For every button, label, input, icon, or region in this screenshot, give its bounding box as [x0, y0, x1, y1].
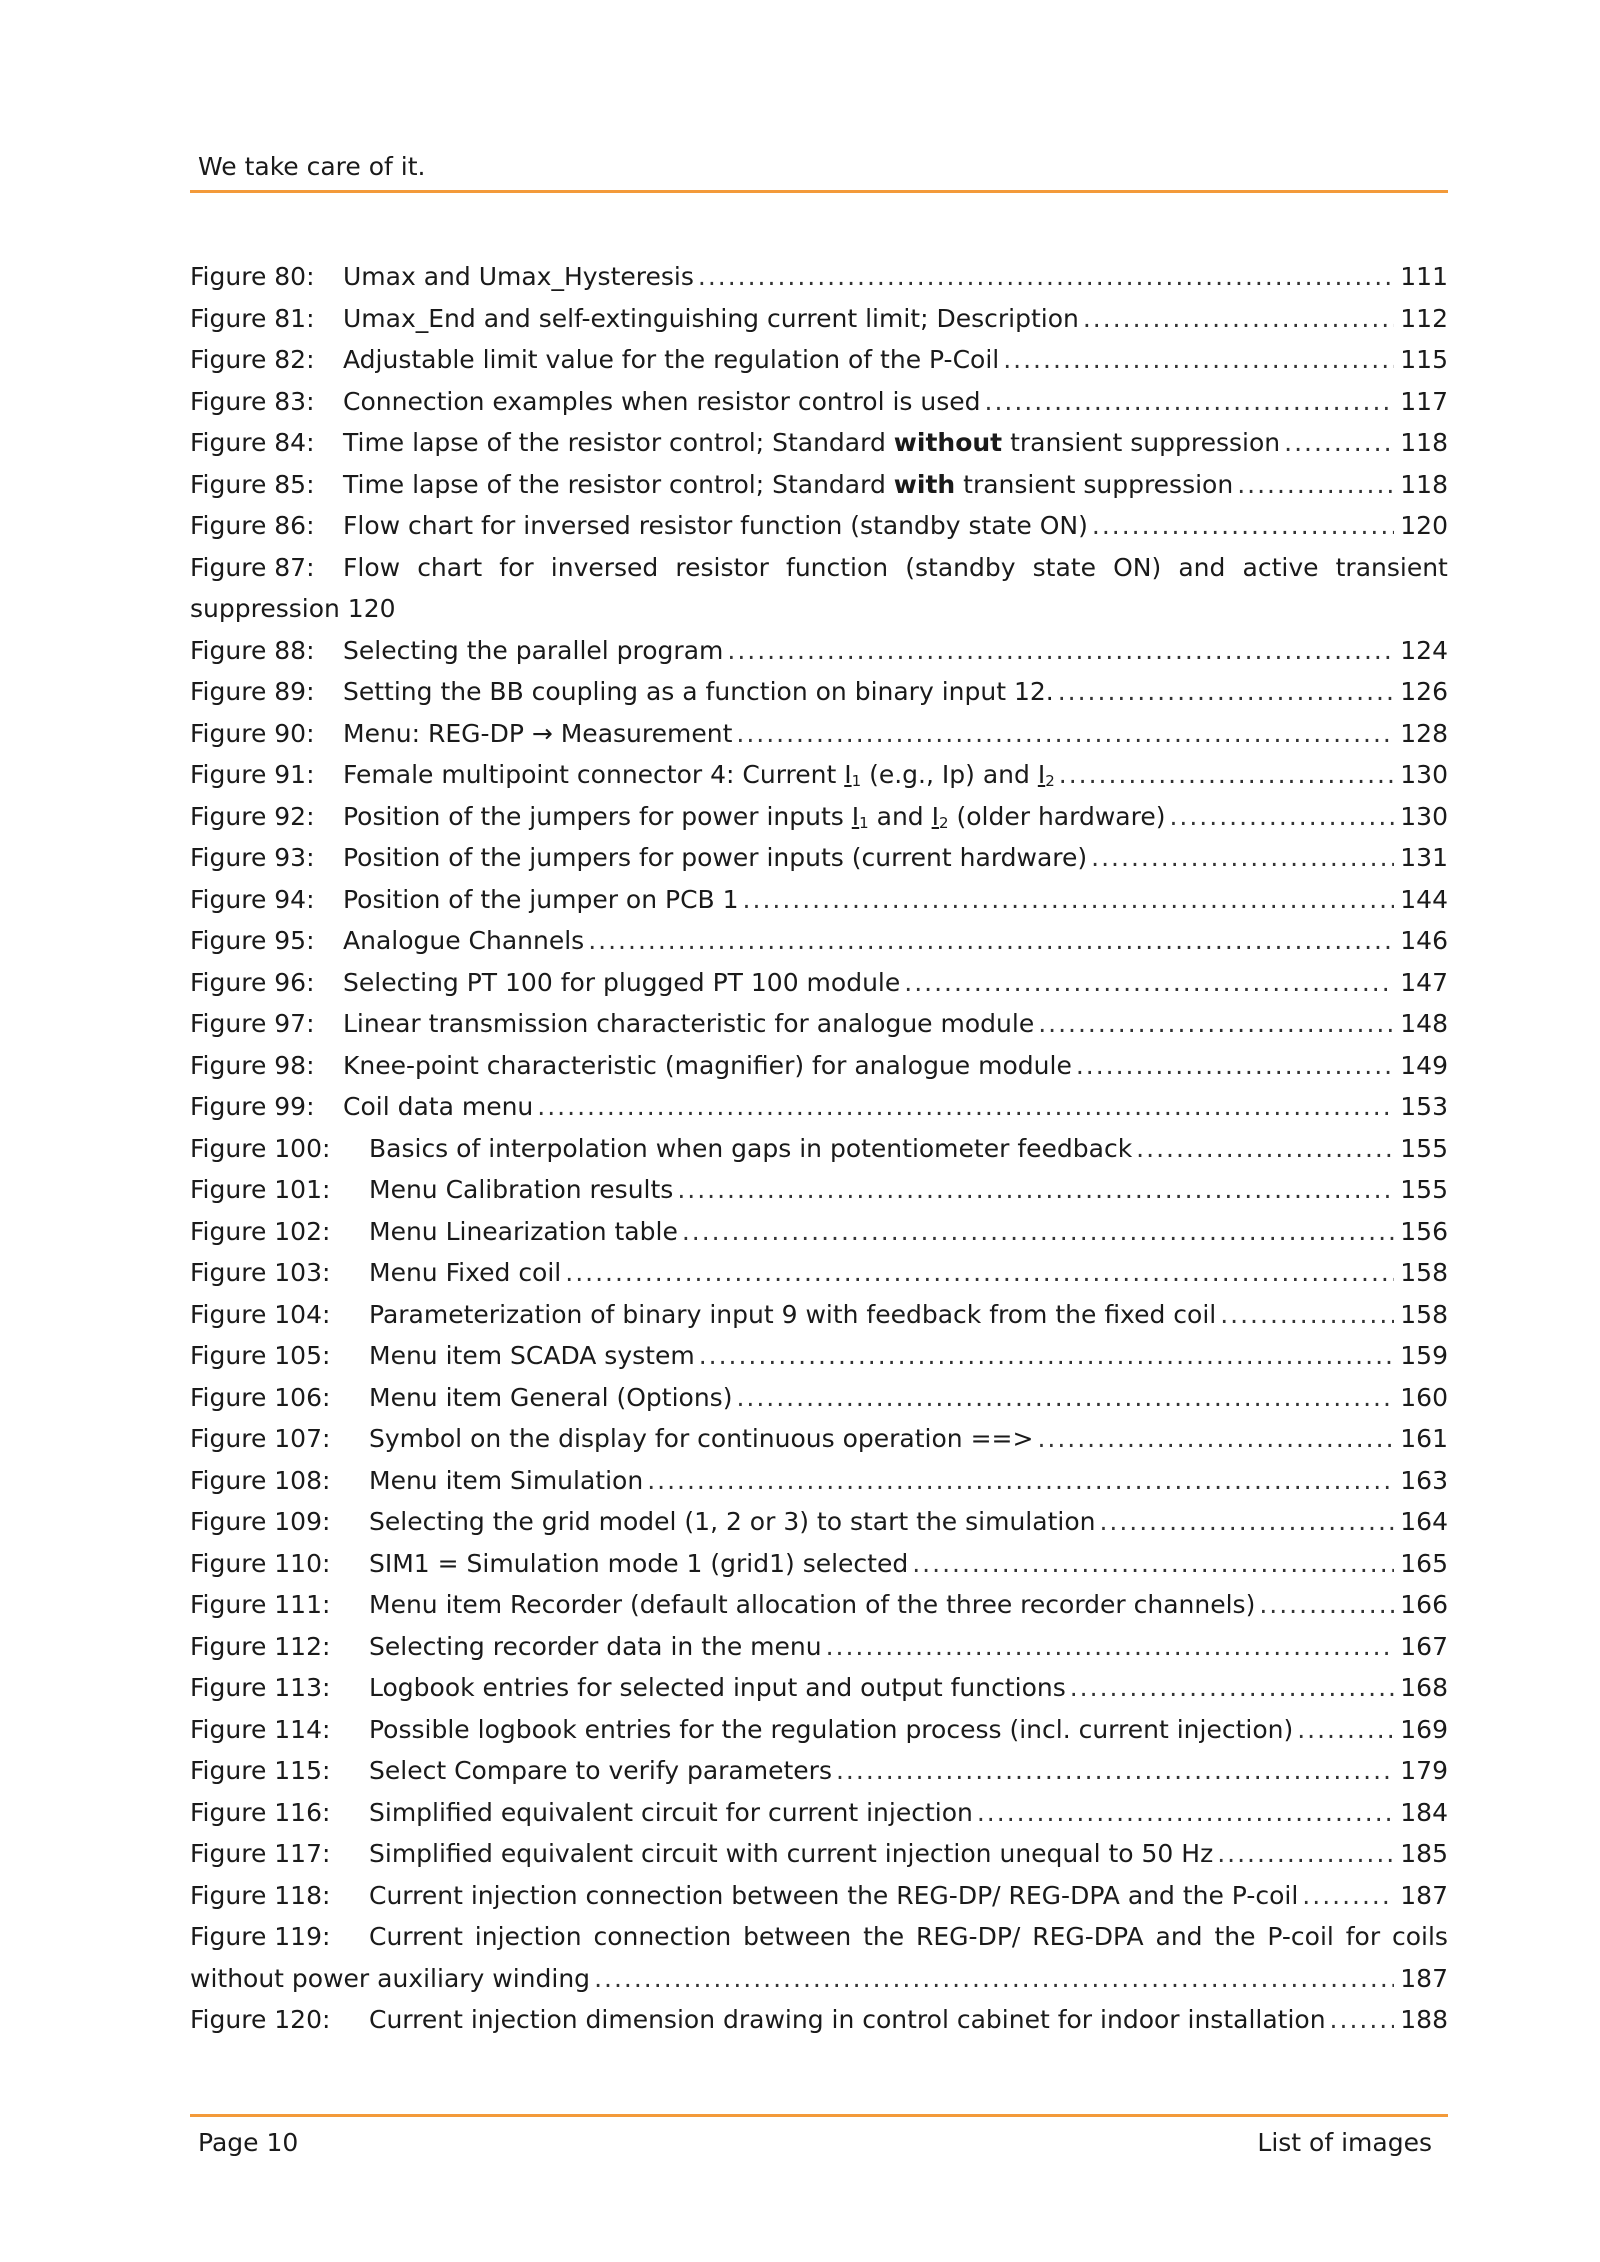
page-number-ref: 166 [1400, 1590, 1448, 1619]
figure-label: Figure 102: [190, 1216, 331, 1246]
subscript: 1 [859, 813, 869, 832]
toc-entry[interactable] [190, 387, 1448, 429]
dot-leader [1092, 511, 1394, 540]
toc-entry[interactable] [190, 1507, 1448, 1549]
figure-label: Figure 83: [190, 386, 315, 416]
dot-leader [588, 926, 1394, 955]
figure-title: Select Compare to verify parameters [369, 1756, 832, 1785]
dot-leader [1059, 760, 1395, 789]
page-number-ref: 112 [1400, 303, 1448, 333]
page-number-ref: 155 [1400, 1133, 1448, 1163]
figure-label: Figure 98: [190, 1050, 315, 1080]
dot-leader [1330, 2005, 1395, 2034]
page-number-ref: 168 [1400, 1673, 1448, 1702]
toc-entry[interactable] [190, 511, 1448, 553]
title-emphasis: with [893, 469, 956, 499]
toc-entry[interactable] [190, 1839, 1448, 1881]
figure-label: Figure 86: [190, 511, 315, 540]
dot-leader [977, 1798, 1394, 1827]
figure-title: Selecting PT 100 for plugged PT 100 module [343, 967, 901, 997]
figure-label: Figure 103: [190, 1258, 331, 1287]
figure-label: Figure 91: [190, 760, 315, 789]
dot-leader [1091, 843, 1394, 872]
figure-title [343, 470, 1233, 499]
figure-title-word: for [1345, 1922, 1381, 1951]
footer-divider [190, 2114, 1448, 2117]
dot-leader [1217, 1839, 1394, 1868]
toc-entry[interactable] [190, 1590, 1448, 1632]
toc-entry[interactable] [190, 760, 1448, 802]
toc-entry[interactable] [190, 1715, 1448, 1757]
figure-title-word: state [1032, 552, 1096, 582]
page-number-ref: 184 [1400, 1797, 1448, 1827]
figure-title: Selecting the grid model (1, 2 or 3) to start the simulation [369, 1507, 1096, 1536]
title-text: Time lapse of the resistor control; Standard [343, 428, 894, 457]
dot-leader [1070, 1673, 1395, 1702]
dot-leader [1220, 1300, 1394, 1329]
figure-title-word: the [863, 1922, 905, 1951]
figure-label: Figure 106: [190, 1382, 331, 1412]
page-number-ref: 169 [1400, 1714, 1448, 1744]
figure-title: Menu item SCADA system [369, 1341, 695, 1370]
page-number-ref: 115 [1400, 345, 1448, 374]
figure-title-word: REG-DP/ [916, 1922, 1021, 1951]
page-number-ref: 156 [1400, 1216, 1448, 1246]
page-number-ref: 148 [1400, 1009, 1448, 1038]
dot-leader [904, 968, 1394, 997]
figure-label: Figure 93: [190, 843, 315, 872]
figure-title-word: and [1178, 552, 1226, 582]
toc-entry[interactable] [190, 1383, 1448, 1425]
title-text: Time lapse of the resistor control; Standard [343, 469, 894, 499]
figure-title: Menu Fixed coil [369, 1258, 562, 1287]
figure-title: Umax_End and self-extinguishing current limit; Description [343, 303, 1079, 333]
figure-label: Figure 105: [190, 1341, 331, 1370]
dot-leader [1136, 1134, 1394, 1163]
list-of-figures [190, 262, 1448, 2047]
figure-title: Simplified equivalent circuit for current injection [369, 1797, 973, 1827]
page-number-ref: 158 [1400, 1258, 1448, 1287]
page-number-ref: 167 [1400, 1631, 1448, 1661]
page-number-ref: 126 [1400, 677, 1448, 706]
page-number: Page 10 [198, 2128, 299, 2157]
figure-title: Connection examples when resistor control is used [343, 386, 981, 416]
figure-title: Adjustable limit value for the regulation of the P-Coil [343, 345, 1000, 374]
figure-title: Selecting recorder data in the menu [369, 1631, 822, 1661]
dot-leader [1302, 1881, 1394, 1910]
subscript: 1 [851, 772, 862, 790]
subscript: 2 [939, 813, 949, 832]
page-number-ref: 187 [1400, 1963, 1448, 1993]
title-text: and [868, 801, 932, 831]
figure-title: Selecting the parallel program [343, 635, 724, 665]
toc-entry[interactable] [190, 304, 1448, 346]
figure-label: Figure 119: [190, 1922, 331, 1951]
figure-label: Figure 107: [190, 1424, 331, 1453]
title-emphasis: without [893, 428, 1003, 457]
dot-leader [565, 1258, 1394, 1287]
page-number-ref: 158 [1400, 1299, 1448, 1329]
toc-entry[interactable] [190, 553, 1448, 636]
figure-title: Possible logbook entries for the regulation process (incl. current injection) [369, 1714, 1294, 1744]
dot-leader [537, 1092, 1394, 1121]
figure-label: Figure 104: [190, 1299, 331, 1329]
figure-title: Current injection dimension drawing in control cabinet for indoor installation [369, 2005, 1326, 2034]
figure-label: Figure 85: [190, 469, 315, 499]
figure-label: Figure 120: [190, 2005, 331, 2034]
page-number-ref: 118 [1400, 469, 1448, 499]
figure-label: Figure 108: [190, 1465, 331, 1495]
toc-entry[interactable] [190, 1300, 1448, 1342]
figure-title: Knee-point characteristic (magnifier) for analogue module [343, 1050, 1072, 1080]
dot-leader [698, 262, 1394, 291]
figure-label: Figure 92: [190, 801, 315, 831]
page-number-ref: 179 [1400, 1756, 1448, 1785]
figure-title: Basics of interpolation when gaps in potentiometer feedback [369, 1133, 1133, 1163]
title-text: (older hardware) [948, 801, 1166, 831]
figure-title-word: Flow [343, 552, 401, 582]
figure-title: SIM1 = Simulation mode 1 (grid1) selected [369, 1548, 909, 1578]
figure-title-continuation: without power auxiliary winding [190, 1963, 591, 1993]
subscript: 2 [1045, 772, 1055, 790]
toc-entry[interactable] [190, 1092, 1448, 1134]
figure-title [343, 760, 1055, 790]
dot-leader [1076, 1051, 1394, 1080]
current-symbol: I [844, 760, 852, 789]
dot-leader [1284, 428, 1394, 457]
page-number-ref: 128 [1400, 718, 1448, 748]
figure-title-word: between [743, 1922, 852, 1951]
dot-leader [1083, 304, 1394, 333]
figure-title: Menu item Simulation [369, 1465, 644, 1495]
toc-entry[interactable] [190, 428, 1448, 470]
title-text: transient suppression [1002, 428, 1281, 457]
dot-leader [826, 1632, 1395, 1661]
figure-label: Figure 100: [190, 1133, 331, 1163]
page-number-ref: 165 [1400, 1548, 1448, 1578]
toc-entry[interactable] [190, 470, 1448, 512]
figure-title: Logbook entries for selected input and output functions [369, 1673, 1066, 1702]
figure-title: Menu Linearization table [369, 1216, 678, 1246]
figure-label: Figure 82: [190, 345, 315, 374]
figure-label: Figure 96: [190, 967, 315, 997]
toc-entry[interactable] [190, 345, 1448, 387]
dot-leader [736, 719, 1394, 748]
dot-leader [1037, 1424, 1394, 1453]
page-number-ref: 188 [1400, 2005, 1448, 2034]
figure-title: Umax and Umax_Hysteresis [343, 262, 694, 291]
header-tagline: We take care of it. [198, 152, 426, 181]
page-number-ref: 124 [1400, 635, 1448, 665]
figure-title-word: (standby [905, 552, 1016, 582]
figure-title: Parameterization of binary input 9 with feedback from the fixed coil [369, 1299, 1217, 1329]
title-text: Position of the jumpers for power inputs [343, 801, 852, 831]
toc-entry[interactable] [190, 1881, 1448, 1923]
figure-title: Position of the jumpers for power inputs (current hardware) [343, 843, 1088, 872]
figure-title-word: function [786, 552, 889, 582]
toc-entry[interactable] [190, 1922, 1448, 2005]
dot-leader [1058, 677, 1395, 706]
toc-entry[interactable] [190, 2005, 1448, 2047]
dot-leader [1038, 1009, 1394, 1038]
figure-label: Figure 90: [190, 718, 315, 748]
dot-leader [1237, 470, 1394, 499]
figure-label: Figure 118: [190, 1880, 331, 1910]
toc-entry[interactable] [190, 1549, 1448, 1591]
page-number-ref: 164 [1400, 1507, 1448, 1536]
dot-leader [743, 885, 1395, 914]
figure-title-word: transient [1335, 552, 1448, 582]
page-number-ref: 144 [1400, 884, 1448, 914]
figure-label: Figure 88: [190, 635, 315, 665]
header-divider [190, 190, 1448, 193]
page-number-ref: 146 [1400, 926, 1448, 955]
page-number-ref: 131 [1400, 843, 1448, 872]
figure-title-word: Current [369, 1922, 463, 1951]
figure-title: Coil data menu [343, 1092, 534, 1121]
figure-label: Figure 109: [190, 1507, 331, 1536]
figure-label: Figure 97: [190, 1009, 315, 1038]
toc-entry[interactable] [190, 1217, 1448, 1259]
toc-entry[interactable] [190, 1009, 1448, 1051]
toc-entry[interactable] [190, 1424, 1448, 1466]
dot-leader [647, 1466, 1394, 1495]
figure-title-word: coils [1392, 1922, 1448, 1951]
toc-entry[interactable] [190, 1673, 1448, 1715]
page-number-ref: 155 [1400, 1175, 1448, 1204]
figure-title [343, 428, 1280, 457]
dot-leader [985, 387, 1395, 416]
figure-label: Figure 81: [190, 303, 315, 333]
toc-entry[interactable] [190, 1175, 1448, 1217]
current-symbol: I [931, 801, 939, 831]
figure-title-word: P-coil [1267, 1922, 1334, 1951]
dot-leader [682, 1217, 1394, 1246]
figure-title: Linear transmission characteristic for analogue module [343, 1009, 1035, 1038]
dot-leader [736, 1383, 1394, 1412]
toc-entry[interactable] [190, 1756, 1448, 1798]
page-number-ref: 161 [1400, 1424, 1448, 1453]
page-number-ref: 153 [1400, 1092, 1448, 1121]
page-number-ref: 187 [1400, 1880, 1448, 1910]
figure-label: Figure 89: [190, 677, 315, 706]
figure-label: Figure 115: [190, 1756, 331, 1785]
figure-title: Symbol on the display for continuous operation ==> [369, 1424, 1034, 1453]
figure-title-word: resistor [675, 552, 769, 582]
figure-label: Figure 110: [190, 1548, 331, 1578]
toc-entry[interactable] [190, 1258, 1448, 1300]
toc-entry[interactable] [190, 802, 1448, 844]
page-number-ref: 130 [1400, 760, 1448, 789]
figure-title: Menu: REG-DP → Measurement [343, 718, 733, 748]
figure-title-word: active [1242, 552, 1319, 582]
figure-title [343, 802, 1165, 832]
page-number-ref: 159 [1400, 1341, 1448, 1370]
page-number-ref: 163 [1400, 1465, 1448, 1495]
figure-title: Simplified equivalent circuit with current injection unequal to 50 Hz [369, 1839, 1214, 1868]
page-number-ref: 149 [1400, 1050, 1448, 1080]
figure-label: Figure 111: [190, 1590, 331, 1619]
title-text: transient suppression [955, 469, 1234, 499]
title-text: (e.g., Ip) and [861, 760, 1038, 789]
toc-entry[interactable] [190, 1341, 1448, 1383]
page-number-ref: 120 [1400, 511, 1448, 540]
figure-title-word: connection [593, 1922, 732, 1951]
dot-leader [1169, 802, 1394, 831]
dot-leader [1259, 1590, 1394, 1619]
toc-entry[interactable] [190, 677, 1448, 719]
dot-leader [1297, 1715, 1394, 1744]
figure-label: Figure 101: [190, 1175, 331, 1204]
figure-title: Setting the BB coupling as a function on binary input 12. [343, 677, 1054, 706]
figure-title-word: for [499, 552, 534, 582]
figure-title-word: injection [474, 1922, 582, 1951]
figure-title: Flow chart for inversed resistor function (standby state ON) [343, 511, 1088, 540]
dot-leader [836, 1756, 1394, 1785]
page-number-ref: 147 [1400, 967, 1448, 997]
figure-label: Figure 87: [190, 552, 315, 582]
toc-entry[interactable] [190, 1466, 1448, 1508]
figure-label: Figure 116: [190, 1797, 331, 1827]
figure-title: Menu item General (Options) [369, 1382, 733, 1412]
figure-title-continuation: suppression 120 [190, 594, 396, 623]
figure-label: Figure 84: [190, 428, 315, 457]
figure-label: Figure 112: [190, 1631, 331, 1661]
figure-title-word: REG-DPA [1032, 1922, 1144, 1951]
page-number-ref: 118 [1400, 428, 1448, 457]
toc-entry[interactable] [190, 843, 1448, 885]
figure-title: Current injection connection between the REG-DP/ REG-DPA and the P-coil [369, 1880, 1299, 1910]
dot-leader [594, 1964, 1394, 1993]
figure-title-word: and [1155, 1922, 1203, 1951]
page-number-ref: 117 [1400, 386, 1448, 416]
toc-entry[interactable] [190, 1632, 1448, 1674]
dot-leader [1003, 345, 1394, 374]
figure-title: Menu Calibration results [369, 1175, 674, 1204]
current-symbol: I [1037, 760, 1046, 789]
toc-entry[interactable] [190, 885, 1448, 927]
figure-label: Figure 94: [190, 884, 315, 914]
figure-title-word: chart [417, 552, 483, 582]
figure-label: Figure 95: [190, 926, 315, 955]
figure-title: Position of the jumper on PCB 1 [343, 884, 739, 914]
figure-label: Figure 80: [190, 262, 315, 291]
figure-title-word: ON) [1113, 552, 1162, 582]
figure-title: Menu item Recorder (default allocation of the three recorder channels) [369, 1590, 1256, 1619]
figure-label: Figure 99: [190, 1092, 315, 1121]
dot-leader [1099, 1507, 1394, 1536]
toc-entry[interactable] [190, 1051, 1448, 1093]
toc-entry[interactable] [190, 636, 1448, 678]
figure-title: Analogue Channels [343, 926, 585, 955]
figure-label: Figure 117: [190, 1839, 331, 1868]
figure-title-word: the [1214, 1922, 1256, 1951]
dot-leader [677, 1175, 1394, 1204]
page-number-ref: 160 [1400, 1382, 1448, 1412]
section-name: List of images [1257, 2128, 1432, 2157]
figure-label: Figure 113: [190, 1673, 331, 1702]
title-text: Female multipoint connector 4: Current [343, 760, 845, 789]
toc-entry[interactable] [190, 719, 1448, 761]
page-number-ref: 111 [1400, 262, 1448, 291]
toc-entry[interactable] [190, 926, 1448, 968]
figure-label: Figure 114: [190, 1714, 331, 1744]
current-symbol: I [851, 801, 860, 831]
figure-title-word: inversed [550, 552, 659, 582]
toc-entry[interactable] [190, 262, 1448, 304]
dot-leader [912, 1549, 1394, 1578]
dot-leader [727, 636, 1394, 665]
page-number-ref: 130 [1400, 801, 1448, 831]
toc-entry[interactable] [190, 1134, 1448, 1176]
page-number-ref: 185 [1400, 1839, 1448, 1868]
toc-entry[interactable] [190, 1798, 1448, 1840]
dot-leader [699, 1341, 1395, 1370]
toc-entry[interactable] [190, 968, 1448, 1010]
